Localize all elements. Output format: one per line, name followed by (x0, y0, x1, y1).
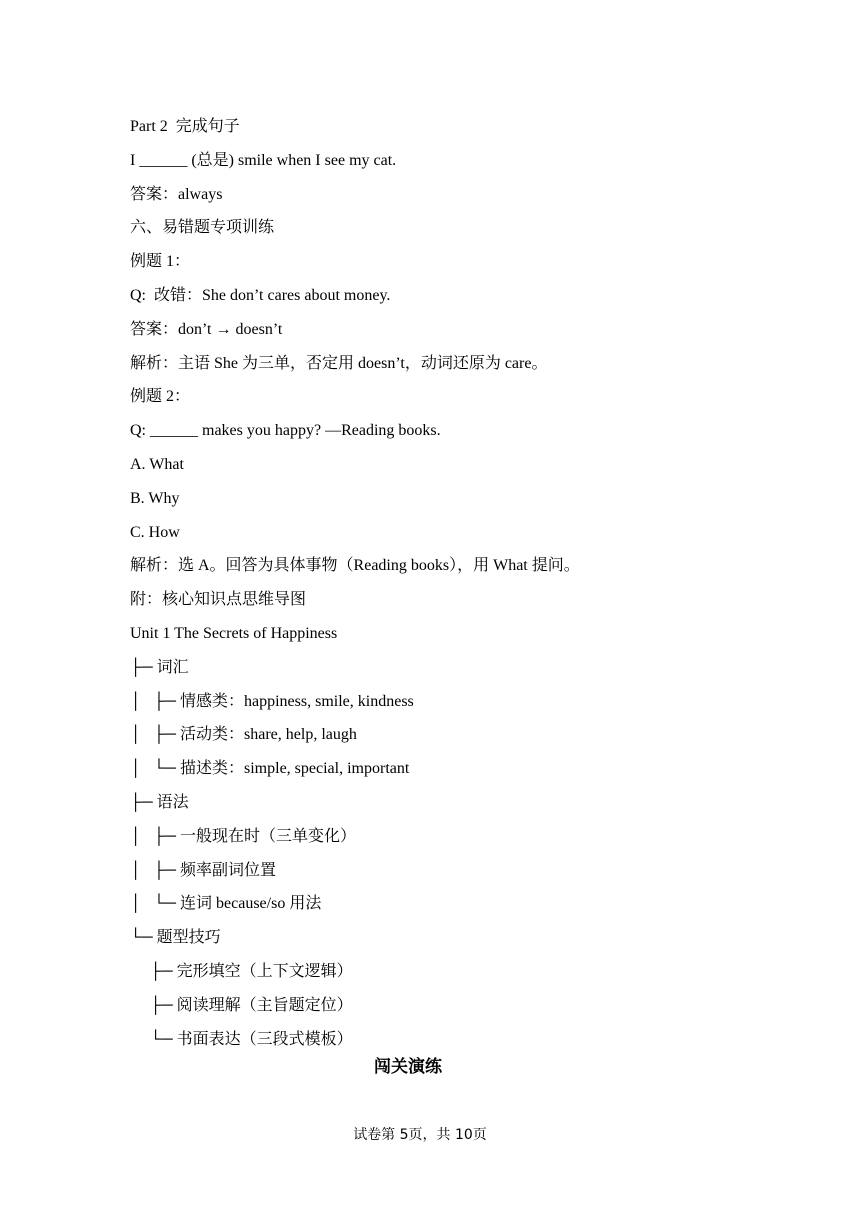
mindmap-node: ├─ 词汇 (130, 658, 189, 676)
answer-text: 答案：don’t → doesn’t (130, 320, 283, 338)
explanation-text: 解析：主语 She 为三单，否定用 doesn’t，动词还原为 care。 (130, 354, 548, 372)
question-text: Q: 改错：She don’t cares about money. (130, 286, 391, 304)
example-label: 例题 2： (130, 388, 191, 406)
page-footer: 试卷第 5页，共 10页 (353, 1127, 487, 1143)
mindmap-node: ├─ 完形填空（上下文逻辑） (130, 962, 353, 980)
question-text: Q: ______ makes you happy? —Reading books. (130, 422, 441, 440)
mindmap-node: │ ├─ 一般现在时（三单变化） (130, 827, 357, 845)
question-text: I ______ (总是) smile when I see my cat. (130, 151, 397, 169)
section-heading: 闯关演练 (374, 1057, 442, 1077)
part-title: Part 2 完成句子 (130, 118, 240, 135)
answer-text: 答案：always (130, 185, 223, 203)
mindmap-node: │ ├─ 情感类：happiness, smile, kindness (130, 692, 414, 710)
mindmap-node: └─ 题型技巧 (130, 929, 221, 947)
mindmap-node: │ └─ 描述类：simple, special, important (130, 760, 410, 778)
mindmap-node: └─ 书面表达（三段式模板） (130, 1030, 353, 1048)
mindmap-root: Unit 1 The Secrets of Happiness (130, 624, 338, 642)
appendix-title: 附：核心知识点思维导图 (130, 591, 307, 609)
mindmap-node: │ ├─ 频率副词位置 (130, 861, 277, 879)
option-b: B. Why (130, 489, 180, 507)
option-a: A. What (130, 455, 184, 473)
example-label: 例题 1： (130, 253, 191, 271)
explanation-text: 解析：选 A。回答为具体事物（Reading books），用 What 提问。 (130, 557, 580, 575)
mindmap-node: ├─ 阅读理解（主旨题定位） (130, 996, 353, 1014)
mindmap-node: │ ├─ 活动类：share, help, laugh (130, 726, 357, 744)
option-c: C. How (130, 523, 180, 541)
document-body (130, 110, 770, 1056)
mindmap-node: │ └─ 连词 because/so 用法 (130, 895, 322, 913)
mindmap-node: ├─ 语法 (130, 793, 189, 811)
section-title: 六、易错题专项训练 (130, 219, 275, 237)
